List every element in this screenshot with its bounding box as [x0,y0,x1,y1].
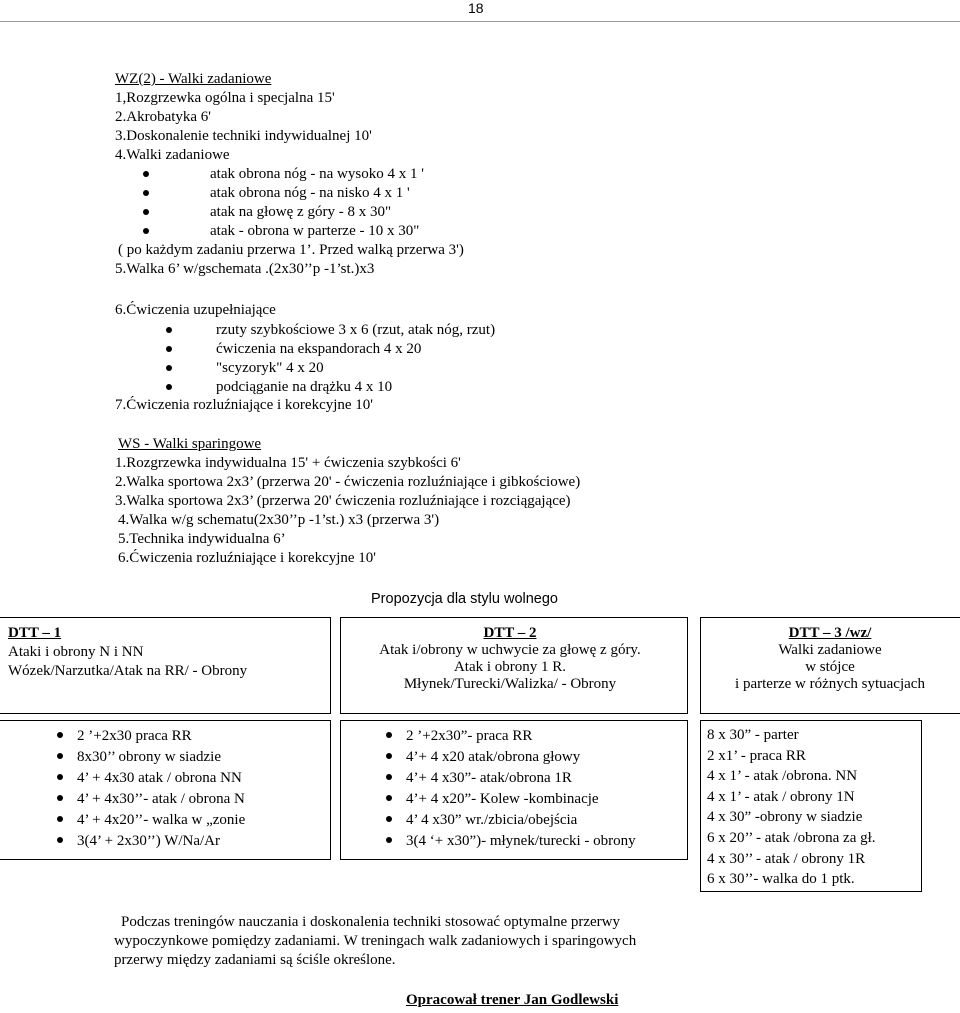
list-item: 4’ + 4x30’’- atak / obrona N [77,789,245,810]
dtt3-items [707,725,876,890]
list-item: 2 ’+2x30”- praca RR [406,726,636,747]
wz-bullet-list-2 [216,321,495,397]
list-item: 4’ + 4x20’’- walka w „zonie [77,810,245,831]
wz-line-2: 2.Akrobatyka 6' [115,109,212,125]
wz-line-5: 5.Walka 6’ w/gschemata .(2x30’’p -1’st.)x3 [115,261,375,277]
wz-line-4: 4.Walki zadaniowe [115,147,230,163]
signature: Opracował trener Jan Godlewski [406,992,619,1008]
list-item: ćwiczenia na ekspandorach 4 x 20 [216,340,495,359]
list-item: 4 x 30” -obrony w siadzie [707,809,863,826]
dtt3-desc-1: Walki zadaniowe [778,642,882,658]
list-item: atak na głowę z góry - 8 x 30" [210,203,424,222]
ws-line-5: 5.Technika indywidualna 6’ [118,531,286,547]
dtt1-desc-1: Ataki i obrony N i NN [8,644,144,660]
list-item: 2 ’+2x30 praca RR [77,726,245,747]
list-item: "scyzoryk" 4 x 20 [216,359,495,378]
dtt2-items [406,726,636,852]
page-number: 18 [468,0,484,16]
dtt3-desc-2: w stójce [805,659,855,675]
footer-line-2: wypoczynkowe pomiędzy zadaniami. W treningach walk zadaniowych i sparingowych [114,933,637,949]
dtt2-title: DTT – 2 [483,625,537,641]
dtt1-desc-2: Wózek/Narzutka/Atak na RR/ - Obrony [8,663,248,679]
list-item: 4 x 1’ - atak /obrona. NN [707,768,858,785]
list-item: atak obrona nóg - na nisko 4 x 1 ' [210,184,424,203]
ws-line-2: 2.Walka sportowa 2x3’ (przerwa 20' - ćwiczenia rozluźniające i gibkościowe) [115,474,581,490]
list-item: 4 x 30’’ - atak / obrony 1R [707,850,866,867]
dtt1-items [77,726,245,852]
list-item: 3(4 ‘+ x30”)- młynek/turecki - obrony [406,831,636,852]
list-item: 3(4’ + 2x30’’) W/Na/Ar [77,831,245,852]
ws-title: WS - Walki sparingowe [118,436,262,452]
list-item: 6 x 20’’ - atak /obrona za gł. [707,829,876,846]
wz-title: WZ(2) - Walki zadaniowe [115,71,272,87]
dtt2-desc-3: Młynek/Turecki/Walizka/ - Obrony [403,676,617,692]
list-item: 4’ 4 x30” wr./zbicia/obejścia [406,810,636,831]
list-item: 8x30’’ obrony w siadzie [77,747,245,768]
ws-line-3: 3.Walka sportowa 2x3’ (przerwa 20' ćwiczenia rozluźniające i rozciągające) [115,493,571,509]
dtt3-desc-3: i parterze w różnych sytuacjach [735,676,925,692]
list-item: 4’+ 4 x30”- atak/obrona 1R [406,768,636,789]
wz-note: ( po każdym zadaniu przerwa 1’. Przed walką przerwa 3') [118,242,464,258]
list-item: 4’ + 4x30 atak / obrona NN [77,768,245,789]
list-item: atak obrona nóg - na wysoko 4 x 1 ' [210,166,424,182]
list-item: atak - obrona w parterze - 10 x 30" [210,222,424,241]
wz-line-3: 3.Doskonalenie techniki indywidualnej 10' [115,128,372,144]
list-item: 4’+ 4 x20 atak/obrona głowy [406,747,636,768]
wz-line-6: 6.Ćwiczenia uzupełniające [115,302,276,318]
dtt1-title: DTT – 1 [8,625,62,641]
list-item: rzuty szybkościowe 3 x 6 (rzut, atak nóg, rzut) [216,322,496,338]
dtt1-header-box [0,617,331,714]
footer-line-3: przerwy między zadaniami są ściśle określone. [114,952,396,968]
ws-line-6: 6.Ćwiczenia rozluźniające i korekcyjne 10' [118,550,377,566]
dtt3-title: DTT – 3 /wz/ [788,625,872,641]
list-item: 4’+ 4 x20”- Kolew -kombinacje [406,789,636,810]
dtt2-desc-2: Atak i obrony 1 R. [453,659,567,675]
list-item: 8 x 30” - parter [707,727,799,743]
proposal-title: Propozycja dla stylu wolnego [371,591,558,607]
wz-bullet-list [210,165,424,241]
wz-line-7: 7.Ćwiczenia rozluźniające i korekcyjne 10' [115,397,374,413]
footer-line-1: Podczas treningów nauczania i doskonalenia techniki stosować optymalne przerwy [121,914,621,930]
list-item: podciąganie na drążku 4 x 10 [216,378,495,397]
ws-line-1: 1.Rozgrzewka indywidualna 15' + ćwiczenia szybkości 6' [115,455,461,471]
dtt2-header-box [340,617,688,714]
dtt2-desc-1: Atak i/obrony w uchwycie za głowę z góry. [379,642,641,658]
list-item: 2 x1’ - praca RR [707,747,806,764]
list-item: 6 x 30’’- walka do 1 ptk. [707,871,855,888]
ws-line-4: 4.Walka w/g schematu(2x30’’p -1’st.) x3 (przerwa 3') [118,512,440,528]
header-divider [0,21,960,22]
list-item: 4 x 1’ - atak / obrony 1N [707,788,855,805]
dtt3-header-box [700,617,960,714]
wz-line-1: 1,Rozgrzewka ogólna i specjalna 15' [115,90,335,106]
